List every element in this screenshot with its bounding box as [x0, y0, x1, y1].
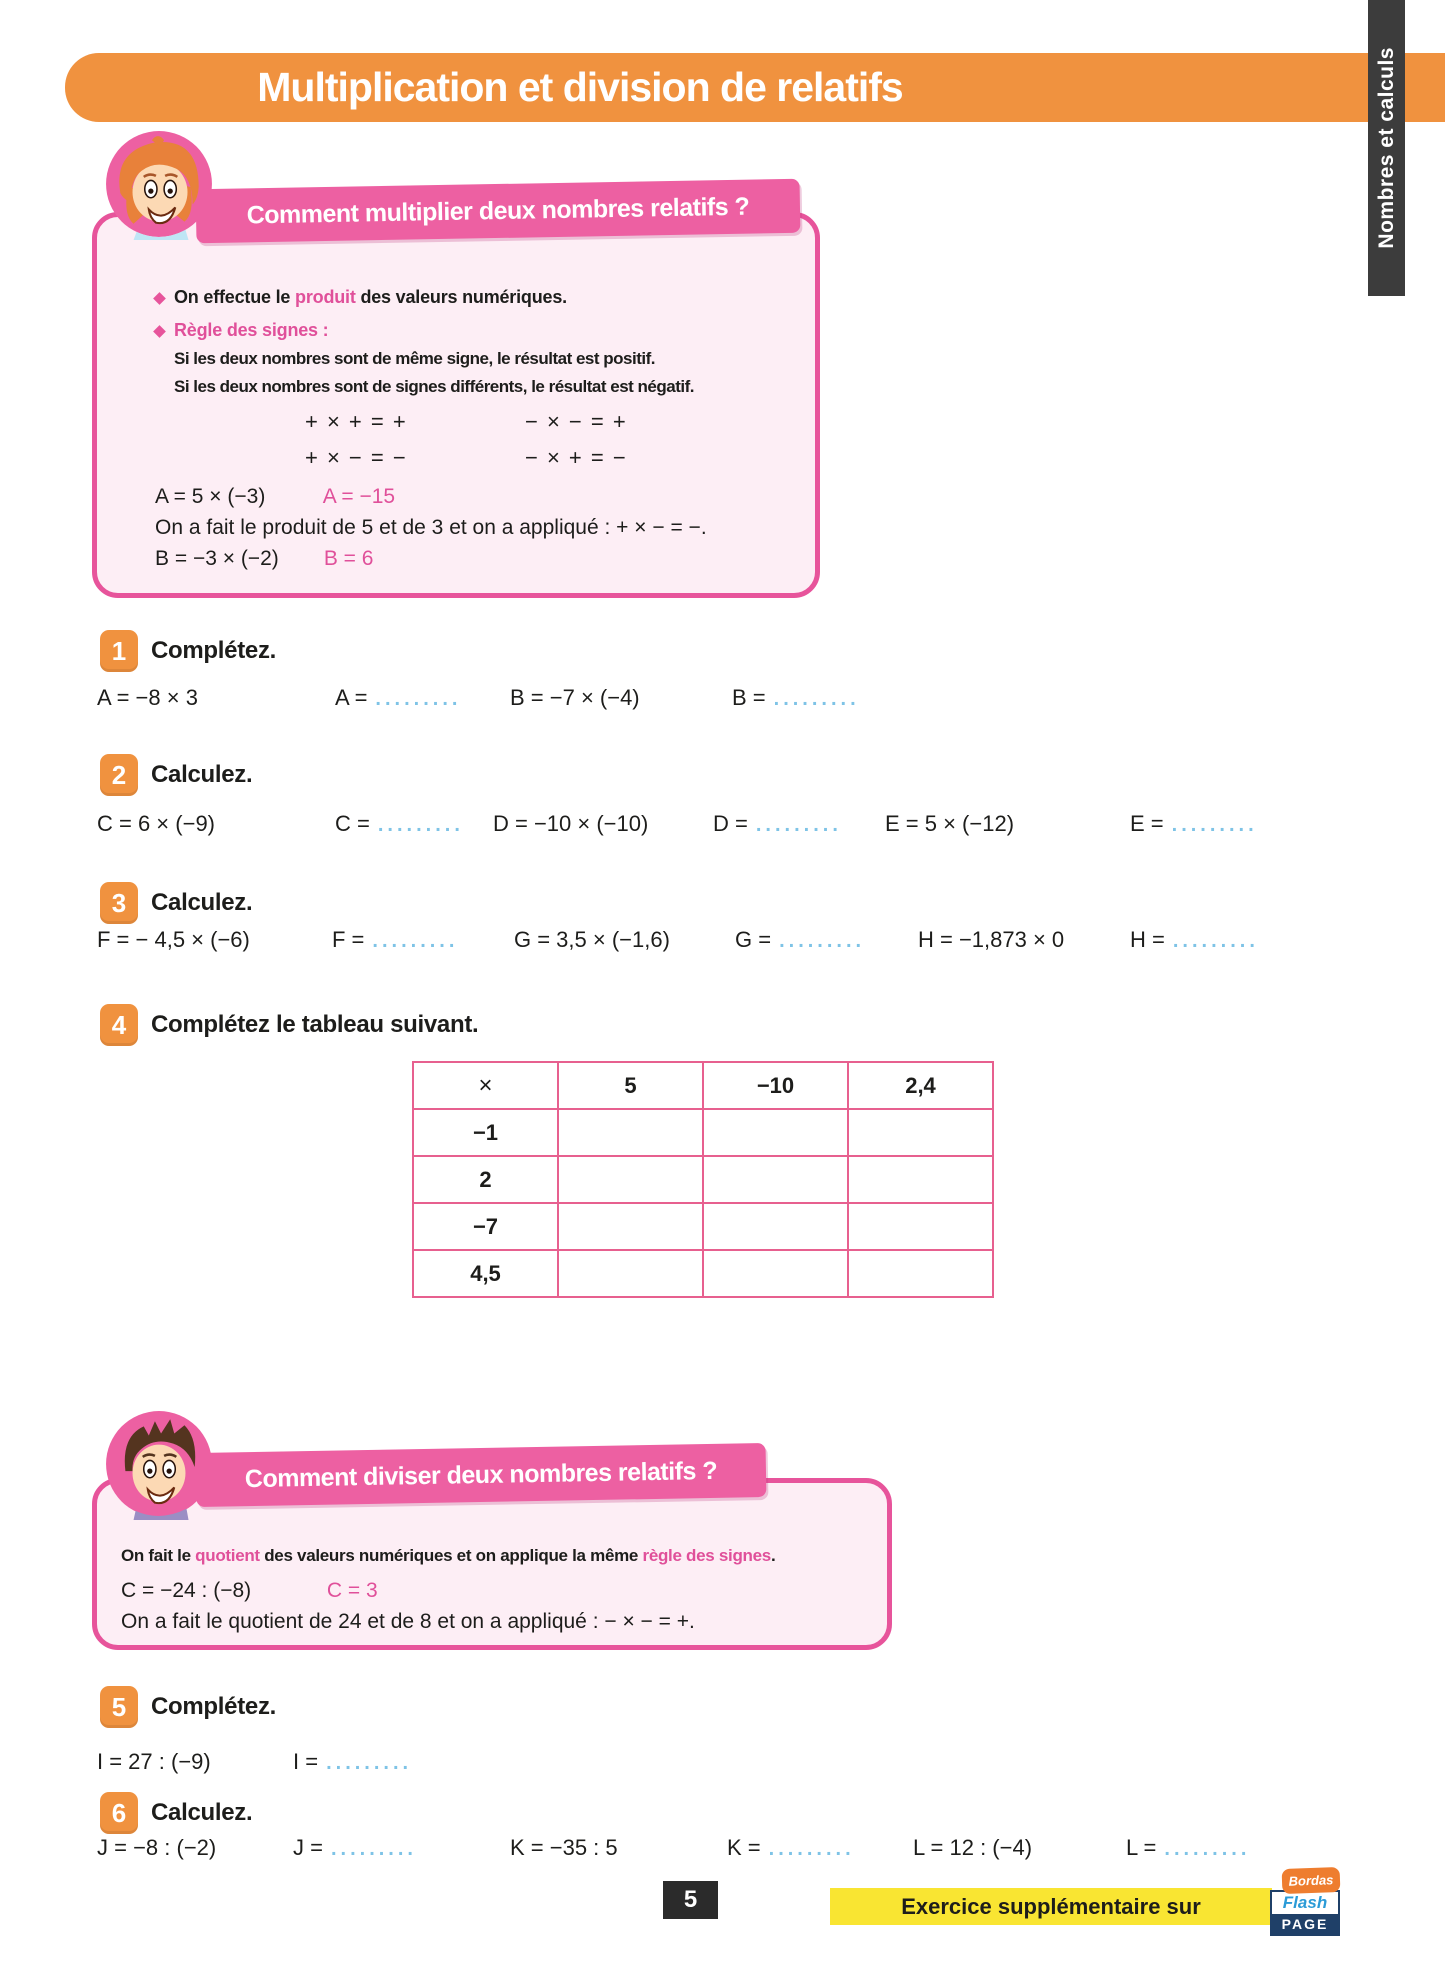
table-blank-cell[interactable]: [703, 1156, 848, 1203]
sign-rule-line1: Si les deux nombres sont de même signe, le résultat est positif.: [174, 349, 655, 368]
sign-rule-line2: Si les deux nombres sont de signes différents, le résultat est négatif.: [174, 377, 694, 396]
lesson-multiply-body: [97, 217, 815, 593]
example-c-result: C = 3: [326, 1579, 378, 1602]
diamond-bullet-icon: [153, 292, 166, 305]
expression: G = 3,5 × (−1,6): [514, 927, 670, 952]
exercise5-badge: 5: [100, 1686, 138, 1728]
flashpage-logo[interactable]: [1270, 1868, 1342, 1936]
sign-products-grid: [305, 409, 705, 471]
table-blank-cell[interactable]: [703, 1109, 848, 1156]
boy-avatar: [103, 1408, 215, 1520]
table-row-head: 2: [413, 1156, 558, 1203]
sign-eq: − × − = +: [525, 409, 628, 434]
extra-exercise-text: Exercice supplémentaire sur: [901, 1893, 1201, 1919]
expression: D = −10 × (−10): [493, 811, 649, 836]
extra-exercise-banner: [830, 1888, 1272, 1925]
answer-blank[interactable]: G = .........: [735, 927, 866, 952]
answer-blank[interactable]: L = .........: [1126, 1835, 1251, 1860]
expression: L = 12 : (−4): [913, 1835, 1033, 1860]
product-rule-text: On effectue le produit des valeurs numériques.: [174, 287, 567, 307]
exercise6-row: [97, 1830, 1397, 1870]
girl-face-icon: [103, 128, 215, 240]
exercise4-badge: 4: [100, 1004, 138, 1046]
answer-blank[interactable]: D = .........: [713, 811, 842, 836]
table-blank-cell[interactable]: [848, 1109, 993, 1156]
table-blank-cell[interactable]: [848, 1250, 993, 1297]
table-blank-cell[interactable]: [558, 1203, 703, 1250]
diamond-bullet-icon: [153, 325, 166, 338]
example-c-expr: C = −24 : (−8): [121, 1579, 252, 1602]
table-row: [413, 1203, 993, 1250]
exercise1-row: [97, 680, 1397, 720]
table-header-cell: 5: [558, 1062, 703, 1109]
exercise1-badge: 1: [100, 630, 138, 672]
exercise6-badge: 6: [100, 1792, 138, 1834]
exercise3-badge: 3: [100, 882, 138, 924]
exercise4-header: [100, 1004, 478, 1046]
example-c-note: On a fait le quotient de 24 et de 8 et on a appliqué : − × − = +.: [121, 1610, 695, 1633]
expression: H = −1,873 × 0: [918, 927, 1065, 952]
answer-blank[interactable]: A = .........: [335, 685, 462, 710]
exercise2-row: [97, 806, 1397, 846]
chapter-title: Multiplication et division de relatifs: [257, 64, 903, 110]
answer-blank[interactable]: E = .........: [1130, 811, 1258, 836]
exercise5-row: [97, 1744, 1397, 1784]
table-row-head: −1: [413, 1109, 558, 1156]
expression: E = 5 × (−12): [885, 811, 1015, 836]
exercise3-label: Calculez.: [151, 889, 253, 916]
expression: K = −35 : 5: [510, 1835, 618, 1860]
exercise4-label: Complétez le tableau suivant.: [151, 1011, 479, 1038]
lesson-multiply-box: [92, 212, 820, 598]
table-blank-cell[interactable]: [703, 1203, 848, 1250]
exercise3-row: [97, 922, 1397, 962]
expression: C = 6 × (−9): [97, 811, 216, 836]
table-blank-cell[interactable]: [848, 1156, 993, 1203]
girl-avatar: [103, 128, 215, 240]
sign-eq: + × + = +: [305, 409, 408, 434]
bullet-sign-rule: [155, 320, 795, 341]
exercise5-header: [100, 1686, 276, 1728]
answer-blank[interactable]: J = .........: [293, 1835, 417, 1860]
table-row-head: 4,5: [413, 1250, 558, 1297]
expression: F = − 4,5 × (−6): [97, 927, 250, 952]
exercise2-header: [100, 754, 252, 796]
exercise2-label: Calculez.: [151, 761, 253, 788]
lesson-multiply-ribbon: [196, 179, 801, 244]
answer-blank[interactable]: K = .........: [727, 1835, 855, 1860]
answer-blank[interactable]: B = .........: [732, 685, 860, 710]
table-blank-cell[interactable]: [558, 1109, 703, 1156]
boy-face-icon: [103, 1408, 215, 1520]
example-a-result: A = −15: [322, 485, 396, 508]
exercise6-label: Calculez.: [151, 1799, 253, 1826]
sign-rule-title: Règle des signes :: [174, 320, 329, 340]
lesson-divide-question: Comment diviser deux nombres relatifs ?: [244, 1456, 718, 1493]
table-row: [413, 1109, 993, 1156]
expression: A = −8 × 3: [97, 685, 198, 710]
quotient-rule-text: On fait le quotient des valeurs numériques et on applique la même règle des signes.: [121, 1546, 776, 1565]
multiplication-table: [412, 1061, 994, 1298]
bordas-brand-badge: Bordas: [1282, 1867, 1341, 1894]
table-row: [413, 1250, 993, 1297]
table-blank-cell[interactable]: [558, 1250, 703, 1297]
flash-word: Flash: [1282, 1893, 1328, 1912]
table-row: [413, 1156, 993, 1203]
lesson-multiply-question: Comment multiplier deux nombres relatifs ?: [246, 192, 750, 229]
example-a-expr: A = 5 × (−3): [155, 485, 266, 508]
flashpage-logo-box: [1270, 1890, 1340, 1936]
category-tab-label: Nombres et calculs: [1374, 47, 1398, 249]
category-tab: [1368, 0, 1405, 296]
sign-eq: − × + = −: [525, 445, 628, 470]
table-header-cell: 2,4: [848, 1062, 993, 1109]
exercise5-label: Complétez.: [151, 1693, 277, 1720]
table-header-cell: −10: [703, 1062, 848, 1109]
table-blank-cell[interactable]: [703, 1250, 848, 1297]
page-number: 5: [663, 1881, 718, 1919]
example-b: [155, 543, 795, 574]
table-blank-cell[interactable]: [558, 1156, 703, 1203]
example-b-result: B = 6: [323, 547, 374, 570]
chapter-banner: [65, 53, 1445, 122]
expression: J = −8 : (−2): [97, 1835, 217, 1860]
table-header-row: [413, 1062, 993, 1109]
answer-blank[interactable]: I = .........: [293, 1749, 413, 1774]
page-word: PAGE: [1272, 1914, 1338, 1934]
answer-blank[interactable]: H = .........: [1130, 927, 1259, 952]
lesson-divide-ribbon: [196, 1443, 767, 1507]
table-row-head: −7: [413, 1203, 558, 1250]
example-a: [155, 481, 795, 512]
table-blank-cell[interactable]: [848, 1203, 993, 1250]
expression: B = −7 × (−4): [510, 685, 640, 710]
example-c: [121, 1575, 869, 1606]
example-b-expr: B = −3 × (−2): [155, 547, 279, 570]
example-a-note: On a fait le produit de 5 et de 3 et on a appliqué : + × − = −.: [155, 516, 707, 539]
exercise1-header: [100, 630, 276, 672]
lesson-divide-body: [97, 1483, 887, 1645]
exercise2-badge: 2: [100, 754, 138, 796]
expression: I = 27 : (−9): [97, 1749, 211, 1774]
answer-blank[interactable]: F = .........: [332, 927, 459, 952]
bullet-rule-product: [155, 287, 795, 308]
exercise1-label: Complétez.: [151, 637, 277, 664]
exercise3-header: [100, 882, 252, 924]
sign-eq: + × − = −: [305, 445, 408, 470]
answer-blank[interactable]: C = .........: [335, 811, 464, 836]
exercise6-header: [100, 1792, 252, 1834]
table-header-cell: ×: [413, 1062, 558, 1109]
